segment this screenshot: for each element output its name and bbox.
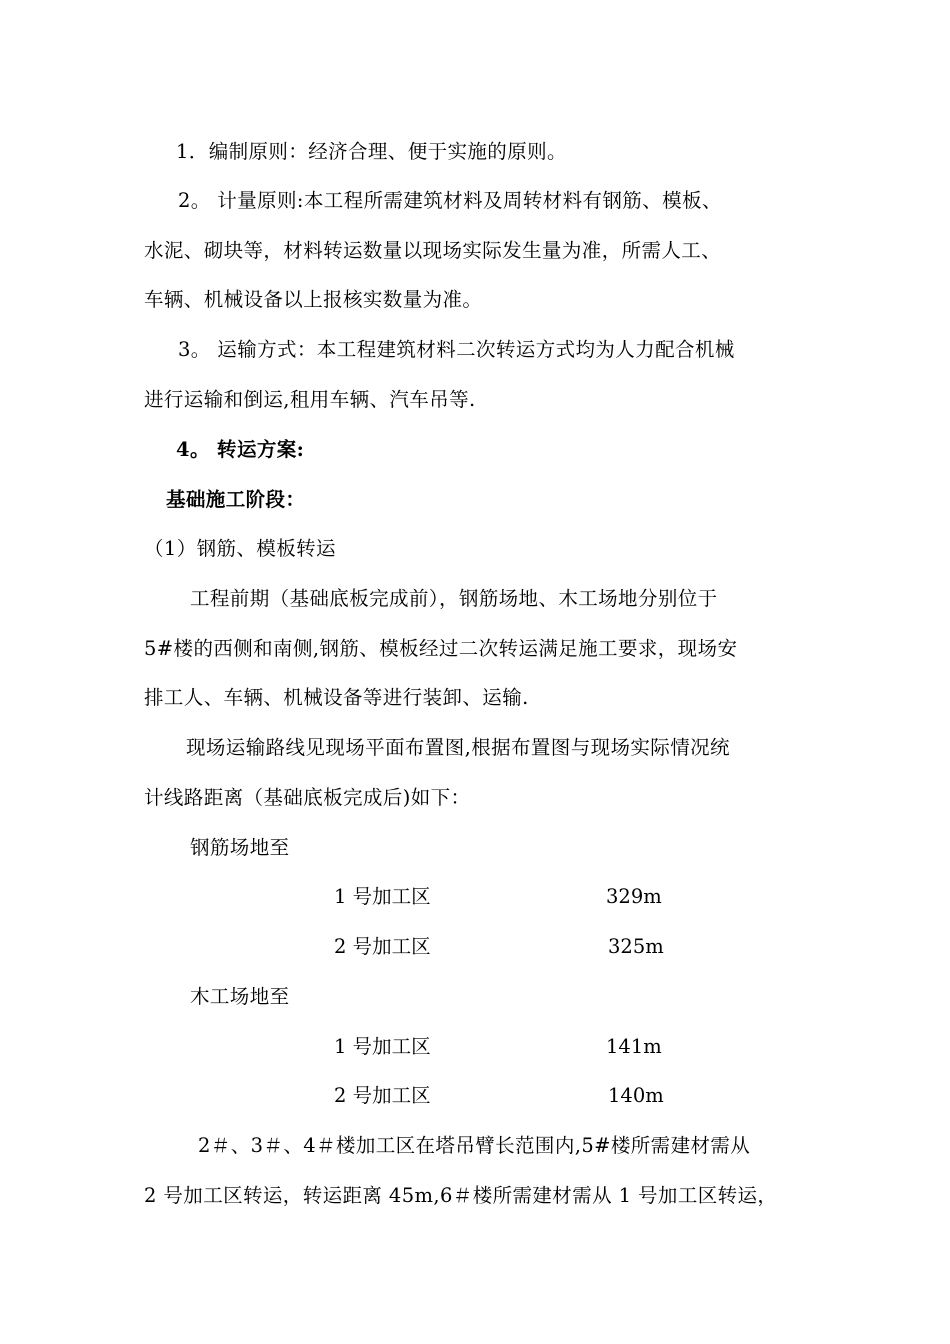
principle-paragraph: 1．编制原则：经济合理、便于实施的原则。 [176, 140, 567, 163]
route-paragraph-line-2: 计线路距离（基础底板完成后)如下： [144, 786, 471, 809]
early-stage-paragraph-line-3: 排工人、车辆、机械设备等进行装卸、运输. [144, 686, 529, 709]
section-heading-transfer-plan: 4。 转运方案: [176, 438, 305, 461]
building-paragraph-line-2: 2 号加工区转运，转运距离 45m,6＃楼所需建材需从 1 号加工区转运， [144, 1184, 778, 1207]
wood-zone-1-label: 1 号加工区 [334, 1035, 431, 1058]
wood-zone-2-distance: 140m [608, 1084, 664, 1107]
steel-zone-1-distance: 329m [606, 885, 662, 908]
transport-paragraph-line-1: 3。 运输方式：本工程建筑材料二次转运方式均为人力配合机械 [178, 338, 735, 361]
early-stage-paragraph-line-1: 工程前期（基础底板完成前），钢筋场地、木工场地分别位于 [190, 587, 718, 610]
route-paragraph-line-1: 现场运输路线见现场平面布置图,根据布置图与现场实际情况统 [186, 736, 730, 759]
wood-zone-2-label: 2 号加工区 [334, 1084, 431, 1107]
subheading-steel-formwork: （1）钢筋、模板转运 [144, 537, 336, 560]
building-paragraph-line-1: 2＃、3＃、4＃楼加工区在塔吊臂长范围内,5#楼所需建材需从 [198, 1134, 751, 1157]
wood-site-label: 木工场地至 [190, 985, 290, 1008]
measurement-paragraph-line-3: 车辆、机械设备以上报核实数量为准。 [144, 288, 483, 311]
wood-zone-1-distance: 141m [606, 1035, 662, 1058]
stage-heading-foundation: 基础施工阶段： [166, 488, 306, 511]
measurement-paragraph-line-1: 2。 计量原则:本工程所需建筑材料及周转材料有钢筋、模板、 [178, 189, 722, 212]
measurement-paragraph-line-2: 水泥、砌块等，材料转运数量以现场实际发生量为准，所需人工、 [144, 239, 722, 262]
transport-paragraph-line-2: 进行运输和倒运,租用车辆、汽车吊等. [144, 388, 476, 411]
steel-site-label: 钢筋场地至 [190, 836, 290, 859]
steel-zone-2-distance: 325m [608, 935, 664, 958]
steel-zone-1-label: 1 号加工区 [334, 885, 431, 908]
early-stage-paragraph-line-2: 5#楼的西侧和南侧,钢筋、模板经过二次转运满足施工要求，现场安 [144, 637, 738, 660]
steel-zone-2-label: 2 号加工区 [334, 935, 431, 958]
